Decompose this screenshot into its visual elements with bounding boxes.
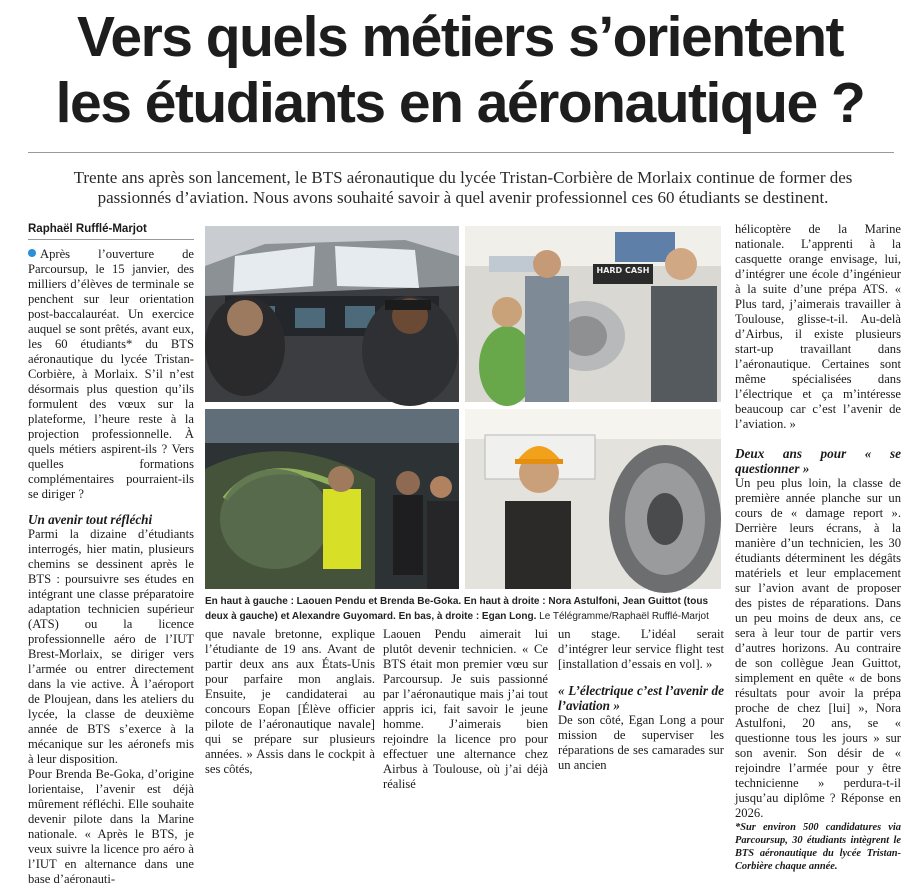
footnote: *Sur environ 500 candidatures via Parcoursup, 30 étudiants intègrent le BTS aéronautique du lycée Tristan-Corbière chaque année.	[735, 822, 901, 872]
subhead-deux-ans: Deux ans pour « se questionner »	[735, 446, 901, 476]
photo-helicopter	[205, 409, 459, 589]
photo-engine	[465, 409, 721, 589]
paragraph-chemins: Parmi la dizaine d’étudiants interrogés, hier matin, plusieurs chemins se dessinent après le BTS : poursuivre ses études en intégrant une classe préparatoire adaptation technicien supérieur (ATS) ou la licence professionnelle aéro de l’IUT Brest-Morlaix, se diriger vers l’armée ou entrer directement dans la vie active. À l’aéroport de Ploujean, dans les ateliers du lycée, la classe de deuxième année de BTS s’exerce à la mécanique sur les aéronefs mis à leur disposition.	[28, 527, 194, 766]
paragraph-brenda: Pour Brenda Be-Goka, d’origine lorientaise, l’avenir est déjà mûrement réfléchi. Elle souhaite devenir pilote dans la Marine nationale. « Après le BTS, je veux suivre la licence pro aéro à l’IUT en alternance dans une base d’aéronauti-	[28, 767, 194, 886]
headline-line-2: les étudiants en aéronautique ?	[55, 71, 865, 135]
paragraph-egan: De son côté, Egan Long a pour mission de superviser les réparations de ses camarades sur un ancien	[558, 713, 724, 772]
photo-poster-text: HARD CASH	[596, 266, 650, 275]
photo-cockpit	[205, 226, 459, 402]
subhead-electrique: « L’électrique c’est l’avenir de l’aviation »	[558, 683, 724, 713]
column-5	[735, 222, 901, 872]
column-3	[383, 627, 548, 791]
paragraph-brenda-cont: que navale bretonne, explique l’étudiante de 19 ans. Avant de partir deux ans aux États-Unis pour parfaire mon anglais. Ensuite, je candidaterai au concours Eopan [Élève officier pilote de l’aéronautique navale] qui se prépare sur plusieurs années. » Assis dans le cockpit à ses côtés,	[205, 627, 375, 776]
headline	[0, 4, 920, 136]
photo-caption: En haut à gauche : Laouen Pendu et Brenda Be-Goka. En haut à droite : Nora Astulfoni, Jean Guittot (tous deux à gauche) et Alexandre Guyomard. En bas, à droite : Egan Long. Le Télégramme/Raphaël Rufflé-Marjot	[205, 596, 709, 622]
paragraph-damage-report: Un peu plus loin, la classe de première année planche sur un cours de « damage report ». Derrière leurs écrans, à la manière d’un technicien, les 30 étudiants déterminent les dégâts matériels et leur emplacement sur l’avion avant de proposer des pistes de réparations. Dans un peu moins de deux ans, ce sera à leur tour de partir vers d’autres horizons. Au contraire de son collègue Jean Guittot, simplement en quête « de bons résultats pour avoir la prépa proche de chez [lui] », Nora Astulfoni, 20 ans, se « questionne tous les jours » sur son avenir. Son désir de « rejoindre l’armée pour y être technicienne » perdura-t-il jusqu’au diplôme ? Réponse en 2026.	[735, 476, 901, 820]
photo-students-workshop	[465, 226, 721, 402]
bullet-dot-icon	[28, 249, 36, 257]
photo-credit: Le Télégramme/Raphaël Rufflé-Marjot	[539, 611, 709, 622]
paragraph-laouen: Laouen Pendu aimerait lui plutôt devenir technicien. « Ce BTS était mon premier vœu sur Parcoursup. Je suis passionné par l’aéronautique mais j’ai tout appris ici, fait savoir le jeune homme. J’aimerais bien rejoindre la licence pro pour effectuer une alternance chez Airbus à Toulouse, où j’ai déjà réalisé	[383, 627, 548, 791]
column-2	[205, 627, 375, 776]
paragraph-helicoptere: hélicoptère de la Marine nationale. L’apprenti à la casquette orange envisage, lui, d’intégrer une école d’ingénieur à la suite d’une prépa ATS. « Plus tard, j’aimerais travailler à Toulouse, glisse-t-il. Au-delà d’Airbus, il existe plusieurs start-up travaillant dans l’aéronautique. Certaines sont même spécialisées dans l’électrique et ça m’intéresse beaucoup car c’est l’avenir de l’aviation. »	[735, 222, 901, 431]
column-1	[28, 222, 194, 886]
byline: Raphaël Rufflé-Marjot	[28, 222, 194, 240]
standfirst: Trente ans après son lancement, le BTS aéronautique du lycée Tristan-Corbière de Morlaix continue de former des passionnés d’aviation. Nous avons souhaité savoir à quel avenir professionnel ces 60 étudiants se destinent.	[73, 168, 853, 207]
headline-line-1: Vers quels métiers s’orientent	[77, 5, 843, 69]
intro-paragraph: Après l’ouverture de Parcoursup, le 15 janvier, des milliers d’élèves de terminale se penchent sur leur orientation post-baccalauréat. Un exercice auquel se sont prêtés, avant eux, les 60 étudiants* du BTS aéronautique du lycée Tristan-Corbière, à Morlaix. S’il n’est désormais plus question qu’ils formulent des vœux sur la plateforme, l’heure reste à la projection professionnelle. À quels métiers aspirent-ils ? Vers quelles formations complémentaires pourraient-ils se diriger ?	[28, 247, 194, 501]
paragraph-stage: un stage. L’idéal serait d’intégrer leur service flight test [installation d’essais en vol]. »	[558, 627, 724, 671]
top-rule	[28, 152, 894, 153]
subhead-avenir: Un avenir tout réfléchi	[28, 512, 153, 527]
column-4	[558, 627, 724, 772]
